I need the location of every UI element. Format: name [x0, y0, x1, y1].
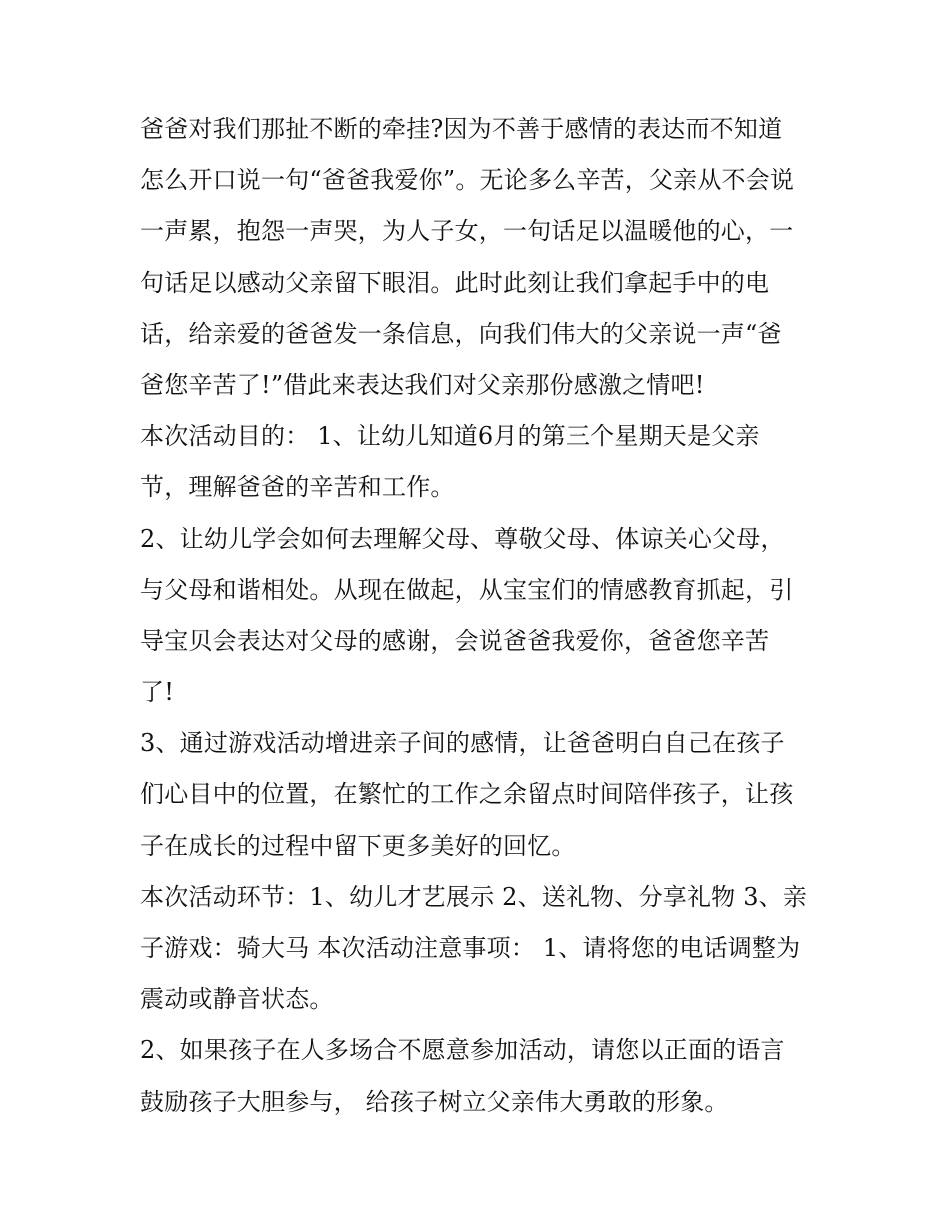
text-line: 导宝贝会表达对父母的感谢，会说爸爸我爱你，爸爸您辛苦	[140, 626, 770, 655]
text-line: 话，给亲爱的爸爸发一条信息，向我们伟大的父亲说一声“爸	[140, 319, 782, 348]
text-line: 子游戏：骑大马 本次活动注意事项： 1、请将您的电话调整为	[140, 934, 801, 962]
text-line: 了!	[140, 678, 175, 707]
text-line: 子在成长的过程中留下更多美好的回忆。	[140, 831, 576, 860]
paragraph-activity-goal-3	[140, 718, 820, 872]
text-line: 震动或静音状态。	[140, 985, 334, 1014]
text-line: 3、通过游戏活动增进亲子间的感情，让爸爸明白自己在孩子	[140, 729, 785, 758]
text-line: 爸您辛苦了!”借此来表达我们对父亲那份感激之情吧!	[140, 370, 705, 399]
text-line: 怎么开口说一句“爸爸我爱你”。无论多么辛苦，父亲从不会说	[140, 166, 795, 195]
text-line: 2、如果孩子在人多场合不愿意参加活动，请您以正面的语言	[140, 1036, 785, 1065]
text-line: 2、让幼儿学会如何去理解父母、尊敬父母、体谅关心父母，	[140, 524, 785, 553]
paragraph-activity-goal-2	[140, 514, 820, 719]
text-line: 们心目中的位置，在繁忙的工作之余留点时间陪伴孩子，让孩	[140, 780, 794, 809]
text-line: 爸爸对我们那扯不断的牵挂?因为不善于感情的表达而不知道	[140, 115, 783, 143]
paragraph-activity-goal-1	[140, 411, 820, 513]
text-line: 鼓励孩子大胆参与， 给孩子树立父亲伟大勇敢的形象。	[140, 1087, 729, 1116]
paragraph-father-appreciation	[140, 104, 820, 411]
text-line: 一声累，抱怨一声哭，为人子女，一句话足以温暖他的心，一	[140, 217, 794, 246]
text-line: 句话足以感动父亲留下眼泪。此时此刻让我们拿起手中的电	[140, 268, 770, 297]
document-body	[140, 104, 820, 1128]
text-line: 节，理解爸爸的辛苦和工作。	[140, 473, 455, 502]
paragraph-notice-2	[140, 1025, 820, 1127]
text-line: 本次活动环节：1、幼儿才艺展示 2、送礼物、分享礼物 3、亲	[140, 882, 808, 911]
text-line: 与父母和谐相处。从现在做起，从宝宝们的情感教育抓起，引	[140, 575, 794, 604]
text-line: 本次活动目的： 1、让幼儿知道6月的第三个星期天是父亲	[140, 422, 760, 451]
paragraph-activity-steps	[140, 872, 820, 1026]
